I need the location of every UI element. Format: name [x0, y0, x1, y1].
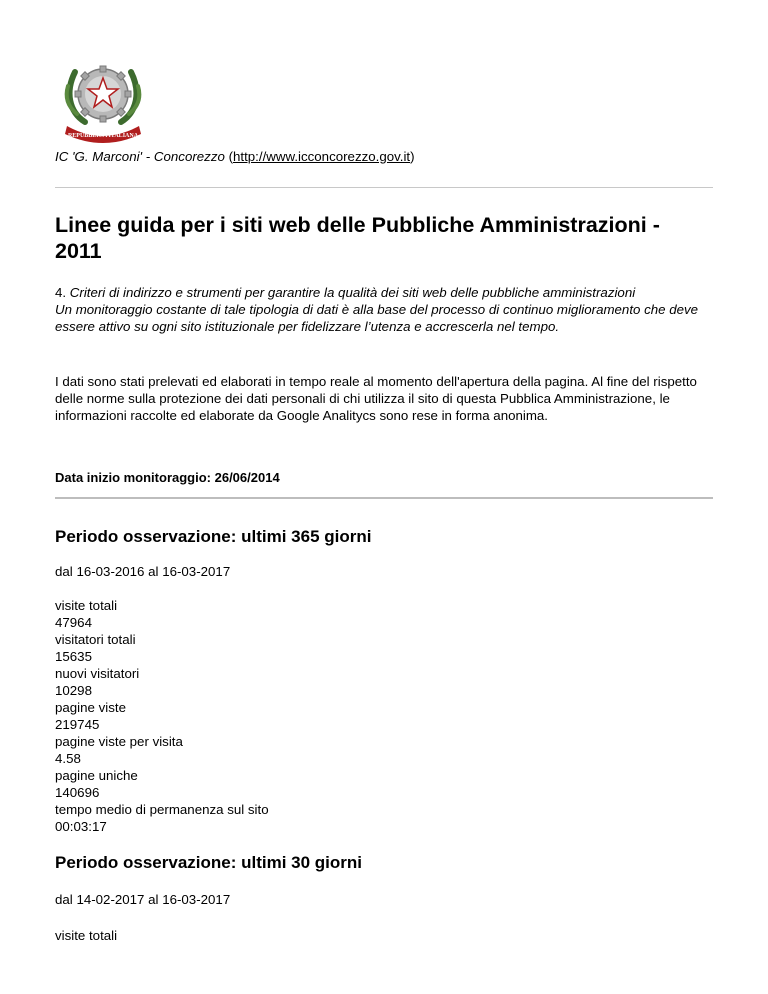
stat-value: 00:03:17 [55, 819, 107, 834]
stat-label: visitatori totali [55, 632, 136, 647]
section-divider [55, 497, 713, 499]
stat-label: pagine viste [55, 700, 126, 715]
italian-republic-emblem [55, 52, 151, 144]
stat-value: 10298 [55, 683, 92, 698]
emblem-text: REPUBBLICA ITALIANA [67, 133, 139, 139]
stat-value: 219745 [55, 717, 100, 732]
top-divider [55, 187, 713, 188]
period-title-30: Periodo osservazione: ultimi 30 giorni [55, 853, 363, 872]
period-range-365: dal 16-03-2016 al 16-03-2017 [55, 564, 231, 579]
stats-list-365 [55, 597, 269, 835]
period-title-365: Periodo osservazione: ultimi 365 giorni [55, 527, 372, 546]
intro-number: 4. [55, 285, 67, 300]
stat-label: pagine uniche [55, 768, 138, 783]
intro-heading: Criteri di indirizzo e strumenti per garantire la qualità dei siti web delle pubbliche amministrazioni [69, 285, 636, 300]
stat-label: tempo medio di permanenza sul sito [55, 802, 269, 817]
privacy-paragraph: I dati sono stati prelevati ed elaborati in tempo reale al momento dell'apertura della pagina. Al fine del rispetto delle norme sulla protezione dei dati personali di chi utilizza il sito di questa Pubblica Amministrazione, le informazioni raccolte ed elaborate da Google Analitycs sono rese in forma anonima. [55, 374, 697, 423]
stats-list-30 [55, 927, 117, 944]
stat-label: nuovi visitatori [55, 666, 140, 681]
site-url-link[interactable]: http://www.icconcorezzo.gov.it [233, 149, 411, 164]
stat-label: visite totali [55, 928, 118, 943]
stat-label: visite totali [55, 598, 118, 613]
period-range-30: dal 14-02-2017 al 16-03-2017 [55, 892, 231, 907]
stat-value: 140696 [55, 785, 100, 800]
site-name: IC 'G. Marconi' - Concorezzo [55, 149, 225, 164]
stat-label: pagine viste per visita [55, 734, 183, 749]
page-title: Linee guida per i siti web delle Pubbliche Amministrazioni - 2011 [55, 213, 660, 263]
source-line: IC 'G. Marconi' - Concorezzo (http://www.icconcorezzo.gov.it) [55, 149, 415, 164]
stat-value: 15635 [55, 649, 92, 664]
stat-value: 4.58 [55, 751, 81, 766]
intro-block [55, 284, 713, 335]
monitoring-start: Data inizio monitoraggio: 26/06/2014 [55, 470, 280, 485]
stat-value: 47964 [55, 615, 92, 630]
intro-description: Un monitoraggio costante di tale tipologia di dati è alla base del processo di continuo miglioramento che deve essere attivo su ogni sito istituzionale per fidelizzare l’utenza e accrescerla nel tempo. [55, 302, 699, 334]
